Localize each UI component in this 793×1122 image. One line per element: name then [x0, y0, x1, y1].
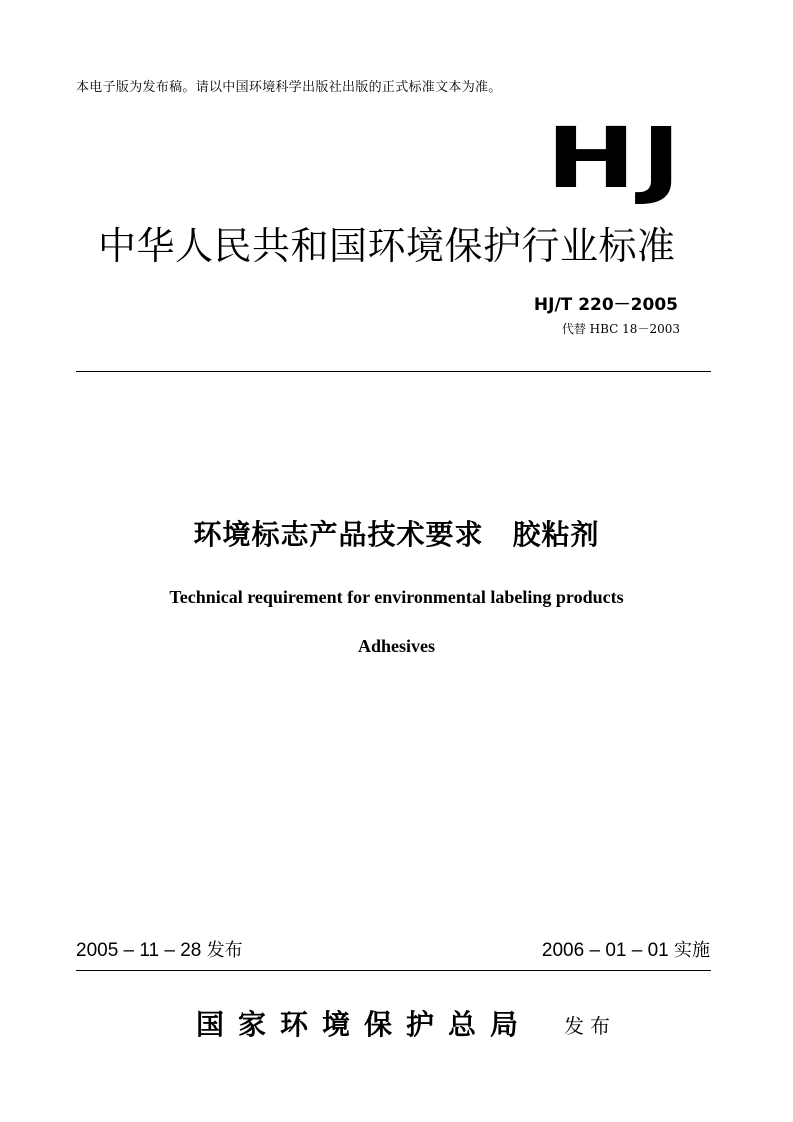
document-title-en: Technical requirement for environmental labeling products [169, 587, 624, 607]
replaces-standard: 代替 HBC 18－2003 [561, 322, 680, 336]
publish-label: 发布 [564, 1014, 616, 1038]
header-divider [76, 371, 711, 372]
standard-number: HJ/T 220－2005 [533, 295, 678, 315]
implementation-date-block [542, 936, 710, 962]
document-title-cn: 环境标志产品技术要求 胶粘剂 [193, 518, 600, 551]
implementation-date: 2006 – 01 – 01 [541, 940, 669, 961]
publisher-name: 国家环境保护总局 [196, 1008, 533, 1041]
hj-logo: HJ [546, 109, 687, 207]
release-notice: 本电子版为发布稿。请以中国环境科学出版社出版的正式标准文本为准。 [76, 80, 502, 95]
issue-label: 发布 [206, 940, 243, 961]
implementation-label: 实施 [674, 940, 710, 961]
document-subtitle-en: Adhesives [357, 636, 435, 656]
standard-category-title: 中华人民共和国环境保护行业标准 [98, 224, 676, 268]
footer-divider [76, 970, 711, 971]
issue-date-block [76, 936, 243, 962]
issue-date: 2005 – 11 – 28 [76, 940, 202, 961]
